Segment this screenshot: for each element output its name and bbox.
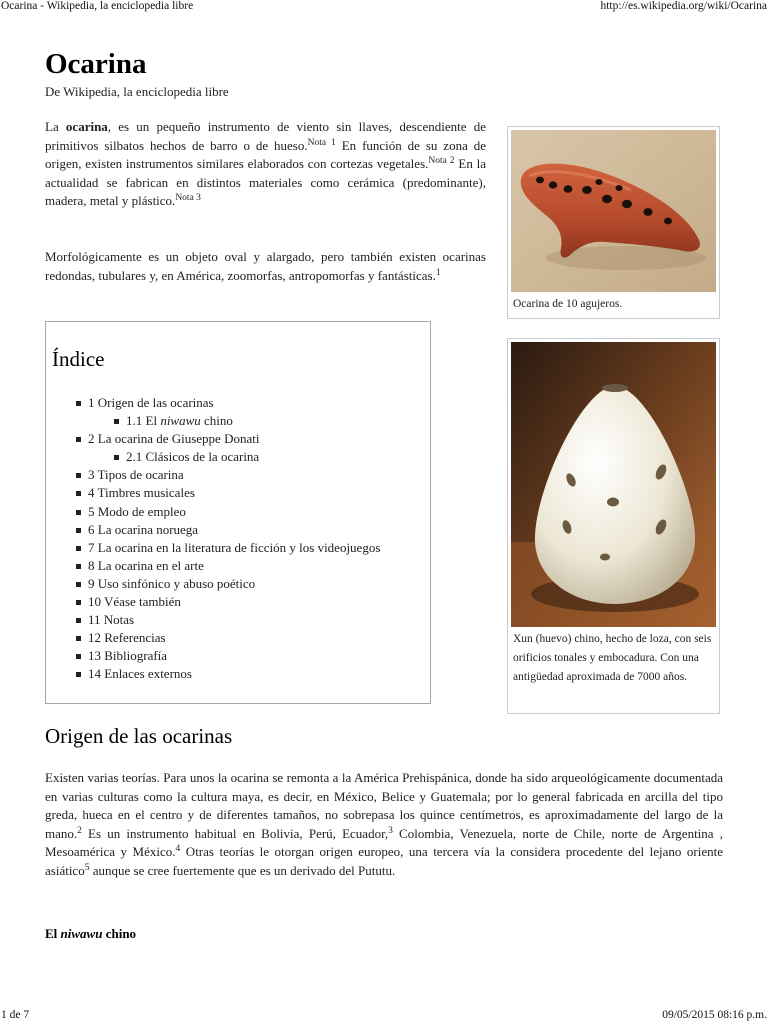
note-link-3[interactable]: Nota 3 [175, 193, 201, 203]
toc-item[interactable]: 8 La ocarina en el arte [74, 557, 380, 575]
subsection-heading-niwawu: El niwawu chino [45, 926, 137, 941]
thumbnail-caption: Xun (huevo) chino, hecho de loza, con seis orificios tonales y embocadura. Con una antigüedad aproximada de 7000 años. [513, 633, 712, 683]
print-footer [0, 1009, 768, 1025]
toc-item[interactable]: 12 Referencias [74, 629, 380, 647]
ref-link-4[interactable]: 4 [175, 844, 181, 854]
toc-item[interactable]: 2.1 Clásicos de la ocarina [112, 448, 380, 466]
page-counter: 1 de 7 [1, 1009, 30, 1021]
note-link-2[interactable]: Nota 2 [428, 156, 455, 166]
thumbnail-xun [507, 338, 720, 714]
toc-item[interactable]: 10 Véase también [74, 593, 380, 611]
toc-item[interactable]: 14 Enlaces externos [74, 665, 380, 683]
page-title: Ocarina [45, 48, 147, 80]
ref-link-2[interactable]: 2 [77, 825, 82, 836]
print-header [0, 0, 768, 16]
ref-link-3[interactable]: 3 [388, 825, 393, 836]
table-of-contents [45, 321, 431, 704]
toc-item[interactable]: 7 La ocarina en la literatura de ficción y los videojuegos [74, 539, 380, 557]
ref-link-1[interactable]: 1 [435, 267, 441, 278]
toc-item[interactable]: 4 Timbres musicales [74, 484, 380, 502]
thumbnail-ocarina [507, 126, 720, 319]
toc-item[interactable]: 13 Bibliografía [74, 647, 380, 665]
toc-item[interactable]: 1.1 El niwawu chino [112, 412, 380, 430]
toc-item[interactable]: 9 Uso sinfónico y abuso poético [74, 575, 380, 593]
toc-list [74, 394, 380, 684]
origin-paragraph: Existen varias teorías. Para unos la ocarina se remonta a la América Prehispánica, donde ha sido arqueológicamente documentada en varias culturas como la cultura maya, es decir, en México, Belice y Guatemala; por lo general fabricada en arcilla del tipo greda, hueca en el centro y de diferentes tamaños, no sobrepasa los quince centímetros, es aproximadamente del largo de la mano.$^2$ Es un instrumento habitual en Bolivia, Perú, Ecuador,$^3$ Colombia, Venezuela, norte de Chile, norte de Argentina , Mesoamérica y México.$^4$ Otras teorías le otorgan origen europeo, una tercera vía la considera procedente del lejano oriente asiático$^5$ aunque se cree fuertemente que es un derivado del Pututu. [45, 770, 724, 878]
print-timestamp: 09/05/2015 08:16 p.m. [662, 1009, 767, 1021]
toc-item[interactable]: 2 La ocarina de Giuseppe Donati 2.1 Clásicos de la ocarina [74, 430, 380, 466]
toc-item[interactable]: 6 La ocarina noruega [74, 521, 380, 539]
print-header-url: http://es.wikipedia.org/wiki/Ocarina [600, 0, 767, 12]
thumbnail-caption: Ocarina de 10 agujeros. [513, 298, 623, 310]
print-header-title: Ocarina - Wikipedia, la enciclopedia libre [1, 0, 194, 12]
term-ocarina: ocarina [65, 119, 108, 134]
page-tagline: De Wikipedia, la enciclopedia libre [45, 84, 229, 99]
toc-item[interactable]: 1 Origen de las ocarinas 1.1 El niwawu chino [74, 394, 380, 430]
ref-link-5[interactable]: 5 [84, 862, 90, 873]
section-heading-origen: Origen de las ocarinas [45, 724, 233, 748]
morphology-paragraph: Morfológicamente es un objeto oval y alargado, pero también existen ocarinas redondas, tubulares y, en América, zoomorfas, antropomorfas y fantásticas.$^1$ [45, 249, 486, 283]
toc-item[interactable]: 11 Notas [74, 611, 380, 629]
intro-paragraph: La ocarina, es un pequeño instrumento de viento sin llaves, descendiente de primitivos silbatos hechos de barro o de hueso.$^{Nota 1}$ En función de su zona de origen, existen instrumentos similares elaborados con cortezas vegetales.$^{Nota 2}$ En la actualidad se fabrican en distintos materiales como cerámica (predominante), madera, metal y plástico.$^{Nota 3}$ [45, 119, 487, 208]
toc-title: Índice [52, 347, 105, 371]
toc-item[interactable]: 5 Modo de empleo [74, 503, 380, 521]
toc-item[interactable]: 3 Tipos de ocarina [74, 466, 380, 484]
xun-photo[interactable] [511, 342, 716, 627]
ocarina-photo[interactable] [511, 130, 716, 292]
note-link-1[interactable]: Nota 1 [307, 137, 336, 148]
